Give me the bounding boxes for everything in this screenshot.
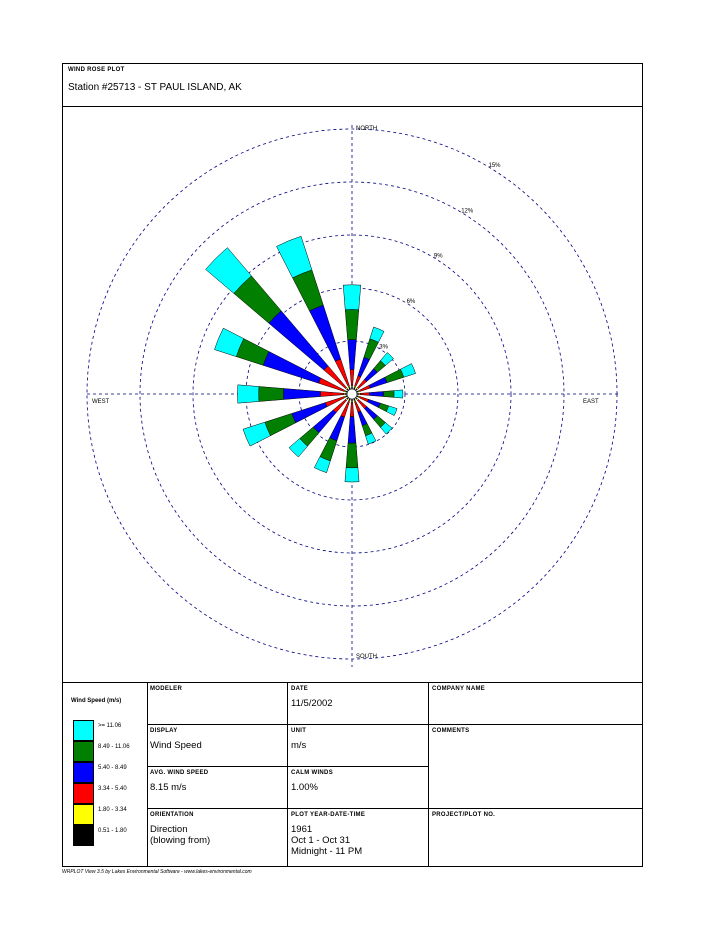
unit-value: m/s bbox=[291, 740, 307, 751]
petal-ese-bin-2 bbox=[360, 397, 369, 402]
calm-center bbox=[347, 389, 357, 399]
calm-winds-label: CALM WINDS bbox=[291, 770, 333, 776]
petal-n-bin-3 bbox=[348, 340, 357, 370]
project-label: PROJECT/PLOT NO. bbox=[432, 812, 496, 818]
comments-label: COMMENTS bbox=[432, 728, 470, 734]
legend-swatch-5 bbox=[73, 825, 94, 846]
date-value: 11/5/2002 bbox=[291, 698, 333, 709]
plot-year-line-1: 1961 bbox=[291, 824, 313, 835]
petal-w-bin-5 bbox=[237, 385, 259, 403]
legend-label-3: 3.34 - 5.40 bbox=[98, 786, 127, 792]
date-label: DATE bbox=[291, 686, 309, 692]
petal-sw-bin-3 bbox=[313, 410, 336, 433]
modeler-label: MODELER bbox=[150, 686, 183, 692]
legend bbox=[63, 683, 148, 867]
petal-e-bin-3 bbox=[369, 391, 383, 396]
display-value: Wind Speed bbox=[150, 740, 202, 751]
calm-winds-cell bbox=[288, 767, 429, 809]
ring-label-12: 12% bbox=[461, 208, 474, 215]
petal-w-bin-3 bbox=[283, 388, 320, 399]
petal-n-bin-2 bbox=[350, 370, 354, 386]
avg-speed-cell bbox=[147, 767, 288, 809]
south-label: SOUTH bbox=[356, 654, 377, 660]
calm-winds-value: 1.00% bbox=[291, 782, 318, 793]
petal-n-bin-4 bbox=[345, 310, 359, 340]
plot-type-label: WIND ROSE PLOT bbox=[68, 67, 125, 73]
plot-year-cell bbox=[288, 809, 429, 867]
petal-n-bin-1 bbox=[351, 385, 352, 387]
petal-s-bin-4 bbox=[346, 443, 358, 468]
petal-ese-bin-3 bbox=[367, 399, 380, 407]
wind-rose-frame bbox=[62, 63, 643, 867]
unit-label: UNIT bbox=[291, 728, 307, 734]
petal-nne-bin-4 bbox=[364, 339, 379, 360]
petal-s-bin-5 bbox=[345, 468, 359, 482]
petal-e-bin-5 bbox=[394, 390, 403, 398]
legend-swatch-0 bbox=[73, 720, 94, 741]
legend-swatch-4 bbox=[73, 804, 94, 825]
modeler-cell bbox=[147, 683, 288, 725]
wind-rose-chart bbox=[63, 107, 642, 682]
plot-year-label: PLOT YEAR-DATE-TIME bbox=[291, 812, 366, 818]
petal-wnw-bin-2 bbox=[319, 378, 345, 391]
legend-swatch-2 bbox=[73, 762, 94, 783]
orientation-line-1: Direction bbox=[150, 824, 188, 835]
petal-nne-bin-3 bbox=[358, 357, 370, 377]
display-label: DISPLAY bbox=[150, 728, 178, 734]
ring-label-9: 9% bbox=[433, 253, 443, 260]
avg-speed-label: AVG. WIND SPEED bbox=[150, 770, 209, 776]
info-panel bbox=[63, 682, 642, 868]
petal-sse-bin-3 bbox=[358, 411, 367, 426]
legend-title: Wind Speed (m/s) bbox=[71, 698, 122, 704]
legend-swatch-1 bbox=[73, 741, 94, 762]
petal-ene-bin-3 bbox=[369, 377, 387, 388]
legend-label-0: >= 11.06 bbox=[98, 723, 122, 729]
petal-nnw-bin-5 bbox=[276, 236, 311, 278]
company-label: COMPANY NAME bbox=[432, 686, 486, 692]
orientation-cell bbox=[147, 809, 288, 867]
footer-credit: WRPLOT View 3.5 by Lakes Environmental Software - www.lakes-environmental.com bbox=[62, 869, 252, 875]
wind-rose-plot-area bbox=[63, 107, 642, 682]
petal-wsw-bin-5 bbox=[243, 422, 270, 446]
plot-year-line-2: Oct 1 - Oct 31 bbox=[291, 835, 351, 846]
company-cell bbox=[429, 683, 642, 725]
petal-s-bin-3 bbox=[348, 417, 356, 444]
unit-cell bbox=[288, 725, 429, 767]
petal-w-bin-4 bbox=[259, 387, 284, 402]
west-label: WEST bbox=[92, 399, 110, 405]
petal-e-bin-1 bbox=[359, 393, 361, 394]
ring-label-15: 15% bbox=[488, 162, 501, 169]
petal-ene-bin-4 bbox=[385, 369, 404, 383]
legend-label-4: 1.80 - 3.34 bbox=[98, 807, 127, 813]
orientation-label: ORIENTATION bbox=[150, 812, 194, 818]
petal-nnw-bin-4 bbox=[293, 270, 324, 311]
avg-speed-value: 8.15 m/s bbox=[150, 782, 187, 793]
legend-label-1: 8.49 - 11.06 bbox=[98, 744, 130, 750]
project-cell bbox=[429, 809, 642, 867]
petal-w-bin-2 bbox=[321, 391, 344, 396]
petal-ese-bin-5 bbox=[386, 406, 397, 416]
petal-s-bin-1 bbox=[351, 401, 352, 403]
ring-label-6: 6% bbox=[406, 299, 416, 306]
legend-swatch-3 bbox=[73, 783, 94, 804]
plot-year-line-3: Midnight - 11 PM bbox=[291, 846, 363, 857]
petal-s-bin-2 bbox=[350, 403, 354, 417]
legend-label-5: 0.51 - 1.80 bbox=[98, 828, 127, 834]
petal-n-bin-5 bbox=[343, 285, 361, 310]
station-title: Station #25713 - ST PAUL ISLAND, AK bbox=[68, 82, 242, 93]
petal-ssw-bin-3 bbox=[330, 416, 345, 441]
petal-wsw-bin-4 bbox=[265, 413, 296, 435]
petal-e-bin-4 bbox=[383, 391, 394, 398]
date-cell bbox=[288, 683, 429, 725]
petal-w-bin-1 bbox=[343, 393, 345, 394]
comments-cell bbox=[429, 725, 642, 809]
orientation-line-2: (blowing from) bbox=[150, 835, 211, 846]
east-label: EAST bbox=[583, 399, 599, 405]
petal-e-bin-2 bbox=[361, 393, 370, 396]
plot-header bbox=[63, 64, 642, 107]
display-cell bbox=[147, 725, 288, 767]
petal-ssw-bin-4 bbox=[320, 438, 337, 461]
north-label: NORTH bbox=[356, 126, 378, 132]
legend-label-2: 5.40 - 8.49 bbox=[98, 765, 127, 771]
ring-label-3: 3% bbox=[379, 344, 388, 351]
